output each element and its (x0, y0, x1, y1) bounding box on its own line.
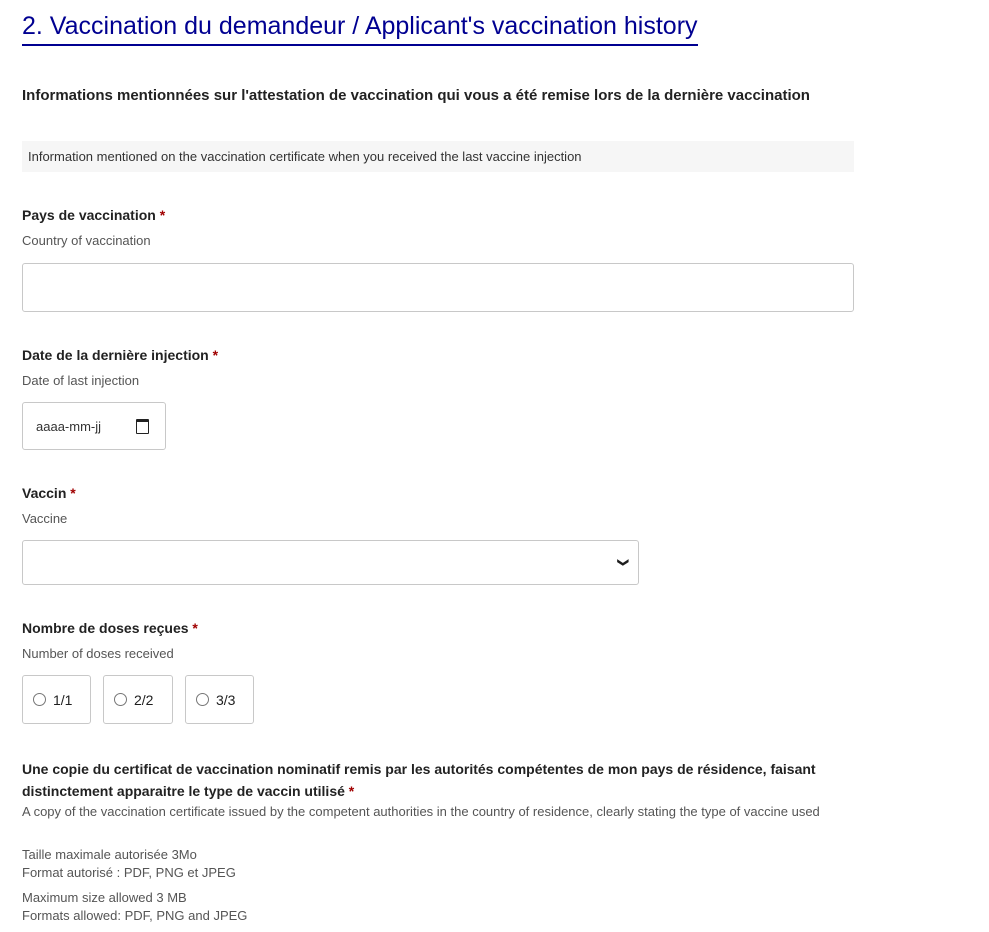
section-title: 2. Vaccination du demandeur / Applicant's vaccination history (22, 10, 698, 46)
required-mark: * (70, 485, 76, 501)
dose-option-2[interactable] (103, 675, 173, 724)
required-mark: * (159, 207, 166, 223)
vaccine-sublabel: Vaccine (22, 511, 68, 526)
required-mark: * (348, 783, 355, 799)
doses-label-text: Nombre de doses reçues (22, 620, 189, 636)
country-label-text: Pays de vaccination (22, 207, 156, 223)
dose-option-1[interactable] (22, 675, 91, 724)
dose-option-label: 2/2 (134, 691, 154, 708)
date-label (22, 347, 218, 363)
radio-icon[interactable] (33, 693, 46, 706)
format-en: Formats allowed: PDF, PNG and JPEG (22, 908, 248, 923)
doses-sublabel: Number of doses received (22, 646, 174, 661)
dose-option-label: 3/3 (216, 691, 236, 708)
date-label-text: Date de la dernière injection (22, 347, 209, 363)
country-sublabel: Country of vaccination (22, 233, 151, 248)
format-fr: Format autorisé : PDF, PNG et JPEG (22, 865, 236, 880)
required-mark: * (212, 347, 219, 363)
certificate-label (22, 758, 822, 802)
certificate-label-text: Une copie du certificat de vaccination nominatif remis par les autorités compétentes de mon pays de résidence, faisant distinctement apparaitre le type de vaccin utilisé (22, 761, 816, 799)
country-input[interactable] (22, 263, 854, 312)
country-label (22, 207, 165, 223)
vaccine-label-text: Vaccin (22, 485, 67, 501)
doses-label (22, 620, 198, 636)
size-en: Maximum size allowed 3 MB (22, 890, 187, 905)
intro-text: Informations mentionnées sur l'attestation de vaccination qui vous a été remise lors de la dernière vaccination (22, 87, 810, 104)
chevron-down-icon: ❯ (616, 557, 629, 568)
certificate-sublabel: A copy of the vaccination certificate issued by the competent authorities in the country of residence, clearly stating the type of vaccine used (22, 804, 820, 819)
size-fr: Taille maximale autorisée 3Mo (22, 847, 197, 862)
dose-option-label: 1/1 (53, 691, 73, 708)
vaccine-select[interactable] (22, 540, 639, 585)
date-placeholder: aaaa-mm-jj (36, 418, 102, 434)
vaccine-label (22, 485, 76, 501)
radio-icon[interactable] (114, 693, 127, 706)
calendar-icon[interactable] (136, 419, 149, 434)
dose-option-3[interactable] (185, 675, 254, 724)
radio-icon[interactable] (196, 693, 209, 706)
required-mark: * (192, 620, 198, 636)
date-sublabel: Date of last injection (22, 373, 140, 388)
date-input[interactable] (22, 402, 166, 450)
intro-note: Information mentioned on the vaccination certificate when you received the last vaccine injection (22, 141, 854, 172)
